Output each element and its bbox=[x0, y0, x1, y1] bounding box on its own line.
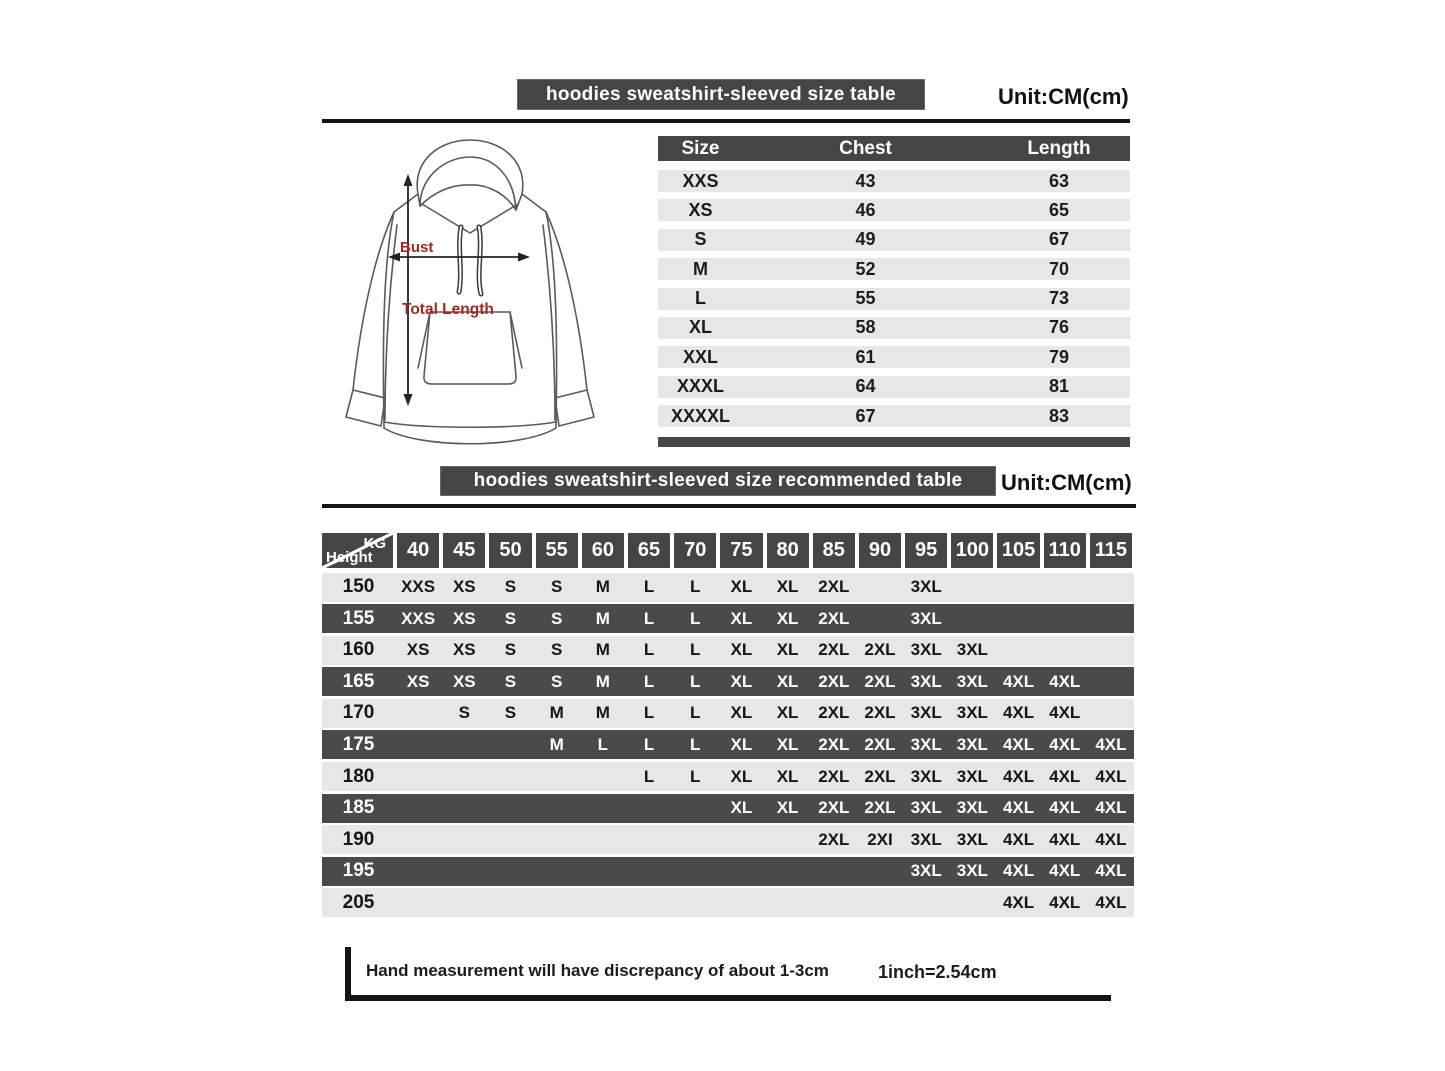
matrix-size-cell: L bbox=[690, 640, 701, 660]
matrix-height-label: 165 bbox=[342, 670, 375, 692]
matrix-weight-label: 40 bbox=[397, 533, 439, 568]
matrix-size-cell: XL bbox=[730, 703, 753, 723]
matrix-height-label: 175 bbox=[342, 733, 375, 755]
matrix-size-cell: 4XL bbox=[1002, 892, 1035, 912]
matrix-size-cell: XS bbox=[452, 608, 476, 628]
size-table-row bbox=[658, 376, 1130, 398]
matrix-row bbox=[322, 730, 1134, 759]
size-table-cell-length: 79 bbox=[1048, 346, 1070, 367]
size-table-cell-chest: 46 bbox=[855, 199, 876, 220]
matrix-size-cell: 2XL bbox=[864, 766, 896, 786]
matrix-row bbox=[322, 636, 1134, 665]
matrix-size-cell: 2XL bbox=[818, 829, 850, 849]
size-table-cell-chest: 49 bbox=[855, 229, 876, 250]
matrix-row bbox=[322, 888, 1134, 917]
size-table-row bbox=[658, 170, 1130, 192]
matrix-weight-label: 70 bbox=[674, 533, 716, 568]
matrix-size-cell: 3XL bbox=[910, 829, 942, 849]
matrix-size-cell: L bbox=[597, 734, 609, 754]
size-table-bottom-bar bbox=[658, 437, 1130, 447]
size-table-cell-length: 63 bbox=[1048, 170, 1070, 191]
hem-band bbox=[384, 422, 556, 444]
size-table-body bbox=[658, 170, 1130, 427]
matrix-size-cell: S bbox=[504, 577, 517, 596]
matrix-size-cell: 2XL bbox=[818, 577, 850, 596]
drawstrings bbox=[459, 227, 481, 294]
size-table-cell-length: 83 bbox=[1048, 405, 1070, 426]
matrix-size-cell: 4XL bbox=[1002, 766, 1035, 786]
matrix-corner-cell bbox=[322, 533, 395, 568]
matrix-size-cell: 3XL bbox=[956, 798, 988, 818]
size-table bbox=[658, 136, 1130, 447]
matrix-size-cell: 4XL bbox=[1095, 861, 1127, 881]
matrix-size-cell: XL bbox=[776, 671, 799, 691]
matrix-size-cell: XS bbox=[452, 671, 476, 691]
matrix-weight-header-cell bbox=[811, 533, 857, 568]
matrix-size-cell: 3XL bbox=[910, 734, 942, 754]
matrix-weight-label: 110 bbox=[1044, 533, 1086, 568]
matrix-height-label: 185 bbox=[342, 797, 375, 819]
matrix-size-cell: XL bbox=[730, 608, 753, 628]
size-table-header-chest: Chest bbox=[839, 137, 892, 159]
matrix-size-cell: 4XL bbox=[1049, 671, 1081, 691]
recommendation-matrix bbox=[322, 533, 1134, 920]
matrix-weight-header-cell bbox=[949, 533, 995, 568]
size-table-cell-chest: 55 bbox=[855, 288, 876, 309]
matrix-size-cell: 4XL bbox=[1049, 766, 1081, 786]
matrix-size-cell: 2XL bbox=[818, 671, 850, 691]
matrix-size-cell: 2XL bbox=[818, 798, 850, 818]
matrix-size-cell: XXS bbox=[401, 577, 436, 596]
matrix-size-cell: XL bbox=[730, 640, 753, 660]
matrix-size-cell: M bbox=[549, 703, 564, 723]
matrix-size-cell: M bbox=[595, 608, 610, 628]
matrix-size-cell: 4XL bbox=[1002, 861, 1035, 881]
matrix-size-cell: XL bbox=[776, 608, 799, 628]
matrix-weight-header-cell bbox=[487, 533, 533, 568]
matrix-weight-header-cell bbox=[395, 533, 441, 568]
matrix-size-cell: S bbox=[550, 640, 563, 660]
size-table-row bbox=[658, 288, 1130, 310]
matrix-height-label: 180 bbox=[342, 765, 375, 787]
matrix-size-cell: S bbox=[550, 577, 563, 596]
size-table-cell-chest: 52 bbox=[855, 258, 876, 279]
matrix-size-cell: 3XL bbox=[956, 861, 988, 881]
matrix-header-row bbox=[322, 533, 1134, 568]
matrix-row bbox=[322, 667, 1134, 696]
matrix-size-cell: XL bbox=[776, 734, 799, 754]
matrix-weight-header-cell bbox=[1088, 533, 1134, 568]
size-table-cell-length: 73 bbox=[1048, 288, 1070, 309]
size-table-row bbox=[658, 346, 1130, 368]
matrix-row bbox=[322, 604, 1134, 633]
matrix-size-cell: S bbox=[504, 671, 517, 691]
matrix-size-cell: M bbox=[549, 734, 564, 754]
size-table-cell-size: XXS bbox=[682, 170, 719, 191]
size-table-cell-chest: 64 bbox=[855, 376, 876, 397]
matrix-size-cell: M bbox=[595, 577, 610, 596]
matrix-weight-label: 100 bbox=[951, 533, 993, 568]
footer-bottom-line bbox=[345, 995, 1111, 1001]
matrix-size-cell: XS bbox=[452, 577, 476, 596]
footer-left-bar bbox=[345, 947, 351, 997]
matrix-size-cell: XL bbox=[776, 640, 799, 660]
matrix-size-cell: 4XL bbox=[1095, 766, 1127, 786]
size-table-cell-length: 81 bbox=[1048, 376, 1070, 397]
matrix-size-cell: L bbox=[690, 577, 701, 596]
size-table-cell-size: XS bbox=[688, 199, 713, 220]
matrix-size-cell: 3XL bbox=[910, 640, 942, 660]
matrix-size-cell: L bbox=[643, 734, 655, 754]
matrix-size-cell: 3XL bbox=[910, 671, 942, 691]
size-table-cell-size: XXL bbox=[682, 346, 718, 367]
matrix-size-cell: 2XL bbox=[864, 671, 896, 691]
matrix-size-cell: 2XL bbox=[864, 703, 896, 723]
size-table-cell-size: S bbox=[694, 229, 707, 250]
size-table-row bbox=[658, 199, 1130, 221]
size-table-cell-chest: 58 bbox=[855, 317, 876, 338]
hood-inner-rim bbox=[420, 185, 516, 210]
matrix-size-cell: 3XL bbox=[956, 671, 988, 691]
corner-height-label: Height bbox=[326, 549, 373, 566]
matrix-height-label: 160 bbox=[342, 639, 375, 661]
matrix-weight-label: 80 bbox=[767, 533, 809, 568]
matrix-size-cell: XL bbox=[730, 577, 753, 596]
matrix-size-cell: 3XL bbox=[956, 766, 988, 786]
matrix-size-cell: 3XL bbox=[910, 766, 942, 786]
matrix-size-cell: S bbox=[504, 640, 517, 660]
matrix-size-cell: L bbox=[690, 703, 701, 723]
size-table-header bbox=[658, 136, 1130, 161]
matrix-size-cell: 4XL bbox=[1049, 703, 1081, 723]
pocket-opening-left bbox=[418, 312, 430, 368]
matrix-weight-label: 85 bbox=[813, 533, 855, 568]
matrix-weight-header-cell bbox=[765, 533, 811, 568]
matrix-weight-header-cell bbox=[857, 533, 903, 568]
matrix-size-cell: 2XL bbox=[818, 640, 850, 660]
matrix-size-cell: XS bbox=[452, 640, 476, 660]
size-table-cell-chest: 43 bbox=[855, 170, 876, 191]
size-table-cell-chest: 61 bbox=[855, 346, 876, 367]
matrix-size-cell: 4XL bbox=[1049, 829, 1081, 849]
size-table-cell-length: 70 bbox=[1048, 258, 1070, 279]
recommended-table-title: hoodies sweatshirt-sleeved size recommended table bbox=[473, 470, 963, 491]
matrix-size-cell: M bbox=[595, 640, 610, 660]
matrix-row bbox=[322, 762, 1134, 791]
cuff-right bbox=[555, 390, 594, 426]
matrix-height-label: 150 bbox=[342, 576, 375, 597]
matrix-size-cell: 4XL bbox=[1002, 703, 1035, 723]
matrix-weight-header-cell bbox=[441, 533, 487, 568]
matrix-row bbox=[322, 857, 1134, 886]
armhole-seam-left bbox=[385, 225, 397, 420]
matrix-size-cell: XL bbox=[730, 671, 753, 691]
size-table-header-size: Size bbox=[681, 137, 720, 159]
matrix-height-label: 205 bbox=[342, 891, 375, 913]
size-table-row bbox=[658, 258, 1130, 280]
size-table-header-length: Length bbox=[1027, 137, 1091, 159]
matrix-size-cell: 3XL bbox=[956, 703, 988, 723]
recommended-table-unit-label: Unit:CM(cm) bbox=[1001, 470, 1132, 495]
matrix-row bbox=[322, 699, 1134, 728]
measurement-note: Hand measurement will have discrepancy of about 1-3cm bbox=[366, 961, 829, 980]
matrix-size-cell: 2XL bbox=[818, 703, 850, 723]
matrix-size-cell: XS bbox=[406, 671, 430, 691]
matrix-size-cell: 2XL bbox=[818, 734, 850, 754]
matrix-size-cell: L bbox=[643, 766, 655, 786]
matrix-size-cell: 3XL bbox=[910, 798, 942, 818]
matrix-weight-header-cell bbox=[672, 533, 718, 568]
matrix-size-cell: 2XL bbox=[864, 640, 896, 660]
total-length-label: Total Length bbox=[402, 301, 494, 318]
hoodie-measurement-diagram bbox=[330, 130, 610, 460]
matrix-weight-header-cell bbox=[626, 533, 672, 568]
matrix-height-label: 170 bbox=[342, 702, 375, 724]
matrix-size-cell: 4XL bbox=[1049, 861, 1081, 881]
size-table-row bbox=[658, 405, 1130, 427]
matrix-size-cell: XXS bbox=[401, 608, 436, 628]
armhole-seam-right bbox=[543, 225, 555, 420]
divider-line-top bbox=[322, 119, 1130, 123]
matrix-size-cell: 3XL bbox=[910, 703, 942, 723]
size-table-unit-label: Unit:CM(cm) bbox=[998, 84, 1129, 109]
matrix-weight-label: 90 bbox=[859, 533, 901, 568]
size-table-cell-size: XL bbox=[688, 317, 712, 338]
matrix-height-label: 195 bbox=[342, 860, 375, 882]
matrix-size-cell: 3XL bbox=[956, 734, 988, 754]
size-table-cell-length: 76 bbox=[1048, 317, 1070, 338]
matrix-weight-header-cell bbox=[995, 533, 1041, 568]
matrix-body bbox=[322, 573, 1134, 918]
matrix-size-cell: XL bbox=[730, 766, 753, 786]
matrix-height-label: 155 bbox=[342, 607, 375, 629]
size-table-title: hoodies sweatshirt-sleeved size table bbox=[545, 83, 897, 105]
matrix-size-cell: 3XL bbox=[910, 608, 942, 628]
matrix-size-cell: 4XL bbox=[1002, 829, 1035, 849]
matrix-size-cell: XS bbox=[406, 640, 430, 660]
matrix-size-cell: XL bbox=[776, 577, 799, 596]
matrix-size-cell: 2XL bbox=[818, 608, 850, 628]
matrix-size-cell: 4XL bbox=[1095, 892, 1127, 912]
matrix-row bbox=[322, 825, 1134, 854]
pocket-opening-right bbox=[510, 312, 522, 368]
matrix-size-cell: 4XL bbox=[1049, 734, 1081, 754]
matrix-size-cell: XL bbox=[730, 798, 753, 818]
matrix-size-cell: L bbox=[643, 703, 655, 723]
matrix-size-cell: 4XL bbox=[1095, 734, 1127, 754]
size-table-row bbox=[658, 229, 1130, 251]
matrix-size-cell: XL bbox=[730, 734, 753, 754]
matrix-size-cell: L bbox=[643, 671, 655, 691]
inch-conversion-note: 1inch=2.54cm bbox=[878, 962, 997, 982]
matrix-weight-label: 75 bbox=[720, 533, 762, 568]
matrix-size-cell: L bbox=[643, 640, 655, 660]
matrix-row bbox=[322, 794, 1134, 823]
kg-height-diagonal-cell bbox=[322, 533, 393, 568]
matrix-size-cell: L bbox=[690, 608, 701, 628]
matrix-size-cell: S bbox=[550, 671, 563, 691]
matrix-size-cell: L bbox=[690, 671, 701, 691]
matrix-weight-label: 95 bbox=[905, 533, 947, 568]
matrix-size-cell: S bbox=[550, 608, 563, 628]
matrix-size-cell: M bbox=[595, 671, 610, 691]
matrix-weight-label: 50 bbox=[489, 533, 531, 568]
size-table-title-bar bbox=[517, 79, 925, 110]
matrix-size-cell: S bbox=[504, 703, 517, 723]
matrix-size-cell: 4XL bbox=[1095, 798, 1127, 818]
matrix-weight-label: 65 bbox=[628, 533, 670, 568]
matrix-size-cell: XL bbox=[776, 766, 799, 786]
size-table-cell-size: XXXL bbox=[676, 376, 724, 397]
matrix-size-cell: 4XL bbox=[1002, 734, 1035, 754]
matrix-weight-header-cell bbox=[718, 533, 764, 568]
matrix-size-cell: 3XL bbox=[956, 640, 988, 660]
matrix-size-cell: 3XL bbox=[910, 861, 942, 881]
matrix-weight-label: 55 bbox=[536, 533, 578, 568]
matrix-size-cell: 2XI bbox=[867, 829, 893, 849]
size-table-cell-size: L bbox=[695, 288, 706, 309]
matrix-size-cell: 4XL bbox=[1002, 671, 1035, 691]
matrix-size-cell: 4XL bbox=[1002, 798, 1035, 818]
collar-v bbox=[422, 204, 518, 233]
matrix-weight-label: 45 bbox=[443, 533, 485, 568]
matrix-size-cell: XL bbox=[776, 798, 799, 818]
size-table-cell-length: 65 bbox=[1048, 199, 1070, 220]
matrix-weight-header-cell bbox=[1042, 533, 1088, 568]
matrix-size-cell: S bbox=[504, 608, 517, 628]
size-table-cell-length: 67 bbox=[1048, 229, 1070, 250]
matrix-size-cell: 2XL bbox=[818, 766, 850, 786]
matrix-size-cell: L bbox=[643, 608, 655, 628]
size-table-row bbox=[658, 317, 1130, 339]
corner-kg-label: KG bbox=[363, 535, 386, 552]
matrix-weight-label: 60 bbox=[582, 533, 624, 568]
bust-label: Bust bbox=[400, 239, 434, 256]
matrix-size-cell: 4XL bbox=[1095, 829, 1127, 849]
matrix-height-label: 190 bbox=[342, 828, 375, 850]
matrix-weight-header-cell bbox=[903, 533, 949, 568]
matrix-size-cell: L bbox=[643, 577, 655, 596]
matrix-size-cell: M bbox=[595, 703, 610, 723]
matrix-weight-label: 115 bbox=[1090, 533, 1132, 568]
sleeve-right bbox=[546, 212, 587, 390]
matrix-weight-header-cell bbox=[534, 533, 580, 568]
size-table-cell-size: XXXXL bbox=[670, 405, 731, 426]
divider-line-middle bbox=[322, 504, 1136, 508]
matrix-size-cell: L bbox=[690, 734, 701, 754]
recommended-table-title-bar bbox=[440, 466, 996, 496]
matrix-weight-label: 105 bbox=[997, 533, 1039, 568]
matrix-size-cell: 4XL bbox=[1049, 798, 1081, 818]
cuff-left bbox=[346, 390, 385, 426]
size-table-cell-chest: 67 bbox=[855, 405, 876, 426]
matrix-row bbox=[322, 573, 1134, 602]
kangaroo-pocket bbox=[424, 312, 516, 384]
sleeve-left bbox=[353, 212, 394, 390]
matrix-size-cell: 3XL bbox=[956, 829, 988, 849]
matrix-size-cell: 2XL bbox=[864, 798, 896, 818]
matrix-size-cell: 3XL bbox=[910, 577, 942, 596]
size-table-cell-size: M bbox=[693, 258, 708, 279]
matrix-size-cell: 2XL bbox=[864, 734, 896, 754]
matrix-size-cell: XL bbox=[776, 703, 799, 723]
matrix-size-cell: 4XL bbox=[1049, 892, 1081, 912]
matrix-weight-header-cell bbox=[580, 533, 626, 568]
matrix-size-cell: S bbox=[458, 703, 470, 723]
matrix-size-cell: L bbox=[690, 766, 701, 786]
